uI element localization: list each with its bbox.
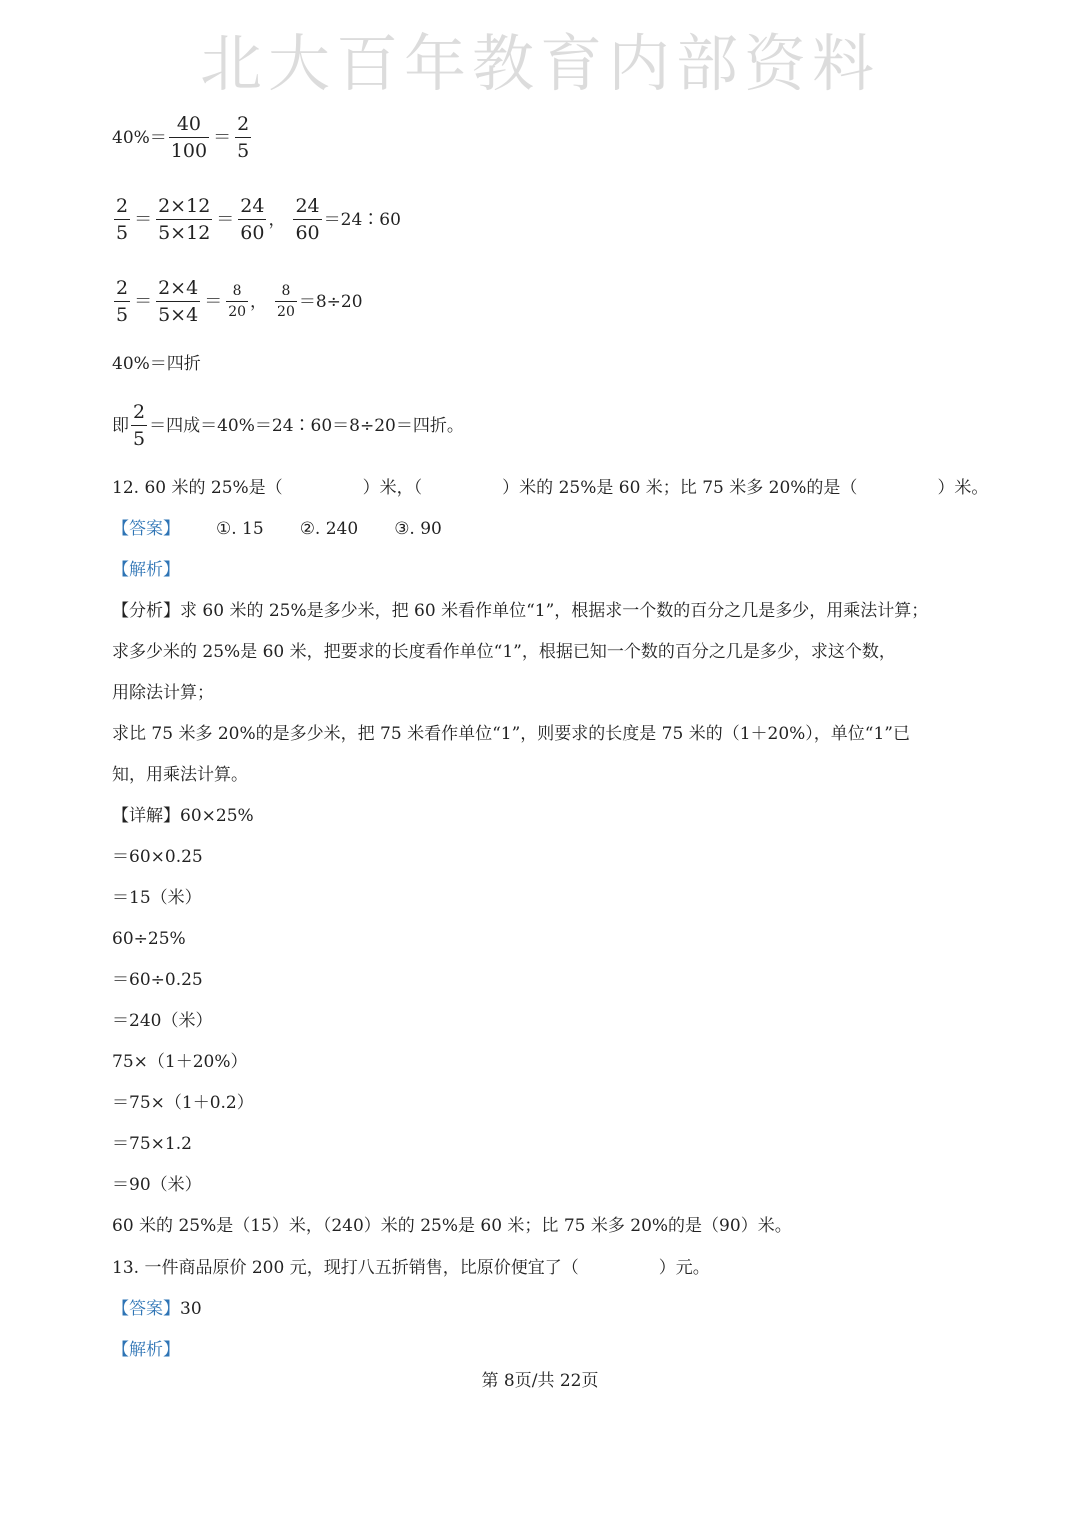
fraction: $\frac{8}{20}$ bbox=[277, 283, 295, 320]
detail-line: ＝60÷0.25 bbox=[112, 970, 203, 990]
analysis-line: 知，用乘法计算。 bbox=[112, 765, 248, 785]
fraction: $\frac{2\times 12}{5\times 12}$ bbox=[158, 195, 211, 244]
answer-tag: 【答案】 bbox=[112, 1299, 180, 1319]
fraction: $\frac{40}{100}$ bbox=[170, 113, 208, 162]
equation-division: $\frac{2}{5}$ ＝ $\frac{2\times 4}{5\times 4}$ ＝ $\frac{8}{20}$ ， $\frac{8}{20}$ ＝8÷20 bbox=[116, 277, 363, 326]
analysis-tag: 【解析】 bbox=[112, 560, 180, 580]
answer-line: 【答案】30 bbox=[112, 1299, 202, 1319]
watermark: 北大百年教育内部资料 bbox=[199, 27, 880, 100]
detail-line: 60÷25% bbox=[112, 929, 186, 949]
fraction: $\frac{24}{60}$ bbox=[240, 195, 265, 244]
conclusion-line: 60 米的 25%是（15）米，（240）米的 25%是 60 米；比 75 米多 20%的是（90）米。 bbox=[112, 1216, 792, 1236]
fraction: $\frac{2\times 4}{5\times 4}$ bbox=[158, 277, 199, 326]
fraction: $\frac{2}{5}$ bbox=[116, 195, 129, 244]
detail-line: ＝90（米） bbox=[112, 1175, 202, 1195]
detail-line: ＝240（米） bbox=[112, 1011, 213, 1031]
answer-tag: 【答案】 bbox=[112, 519, 180, 539]
text-line: 40%＝四折 bbox=[112, 354, 201, 374]
analysis-line: 求比 75 米多 20%的是多少米，把 75 米看作单位“1”，则要求的长度是 75 米的（1＋20%），单位“1”已 bbox=[112, 724, 911, 744]
equation-percent-to-fraction: 40%＝ $\frac{40}{100}$ ＝ $\frac{2}{5}$ bbox=[112, 113, 250, 162]
detail-line: ＝15（米） bbox=[112, 888, 202, 908]
analysis-line: 求多少米的 25%是 60 米，把要求的长度看作单位“1”，根据已知一个数的百分之几是多少，求这个数， bbox=[112, 642, 896, 662]
answer-line: 【答案】 ①. 15 ②. 240 ③. 90 bbox=[112, 519, 442, 539]
analysis-line: 【分析】求 60 米的 25%是多少米，把 60 米看作单位“1”，根据求一个数的百分之几是多少，用乘法计算； bbox=[112, 601, 929, 621]
page-footer: 第 8页/共 22页 bbox=[481, 1371, 599, 1391]
fraction: $\frac{24}{60}$ bbox=[295, 195, 320, 244]
detail-line: ＝75×1.2 bbox=[112, 1134, 192, 1154]
detail-line: 【详解】60×25% bbox=[112, 806, 254, 826]
equation-ratio: $\frac{2}{5}$ ＝ $\frac{2\times 12}{5\times 12}$ ＝ $\frac{24}{60}$ ， $\frac{24}{60}$ ＝24∶60 bbox=[116, 195, 401, 244]
detail-line: ＝75×（1＋0.2） bbox=[112, 1093, 254, 1113]
analysis-line: 用除法计算； bbox=[112, 683, 214, 703]
fraction: $\frac{2}{5}$ bbox=[237, 113, 250, 162]
detail-line: 75×（1＋20%） bbox=[112, 1052, 248, 1072]
question-13: 13. 一件商品原价 200 元，现打八五折销售，比原价便宜了（ ）元。 bbox=[112, 1258, 710, 1278]
detail-line: ＝60×0.25 bbox=[112, 847, 203, 867]
analysis-tag: 【解析】 bbox=[112, 1340, 180, 1360]
question-12: 12. 60 米的 25%是（ ）米，（ ）米的 25%是 60 米；比 75 米多 20%的是（ ）米。 bbox=[112, 478, 989, 498]
eq1-left: 40%＝ bbox=[112, 127, 167, 148]
fraction: $\frac{2}{5}$ bbox=[133, 401, 146, 450]
fraction: $\frac{8}{20}$ bbox=[228, 283, 247, 320]
fraction: $\frac{2}{5}$ bbox=[116, 277, 129, 326]
equation-summary: 即 $\frac{2}{5}$ ＝四成＝40%＝24∶60＝8÷20＝四折。 bbox=[112, 401, 464, 450]
